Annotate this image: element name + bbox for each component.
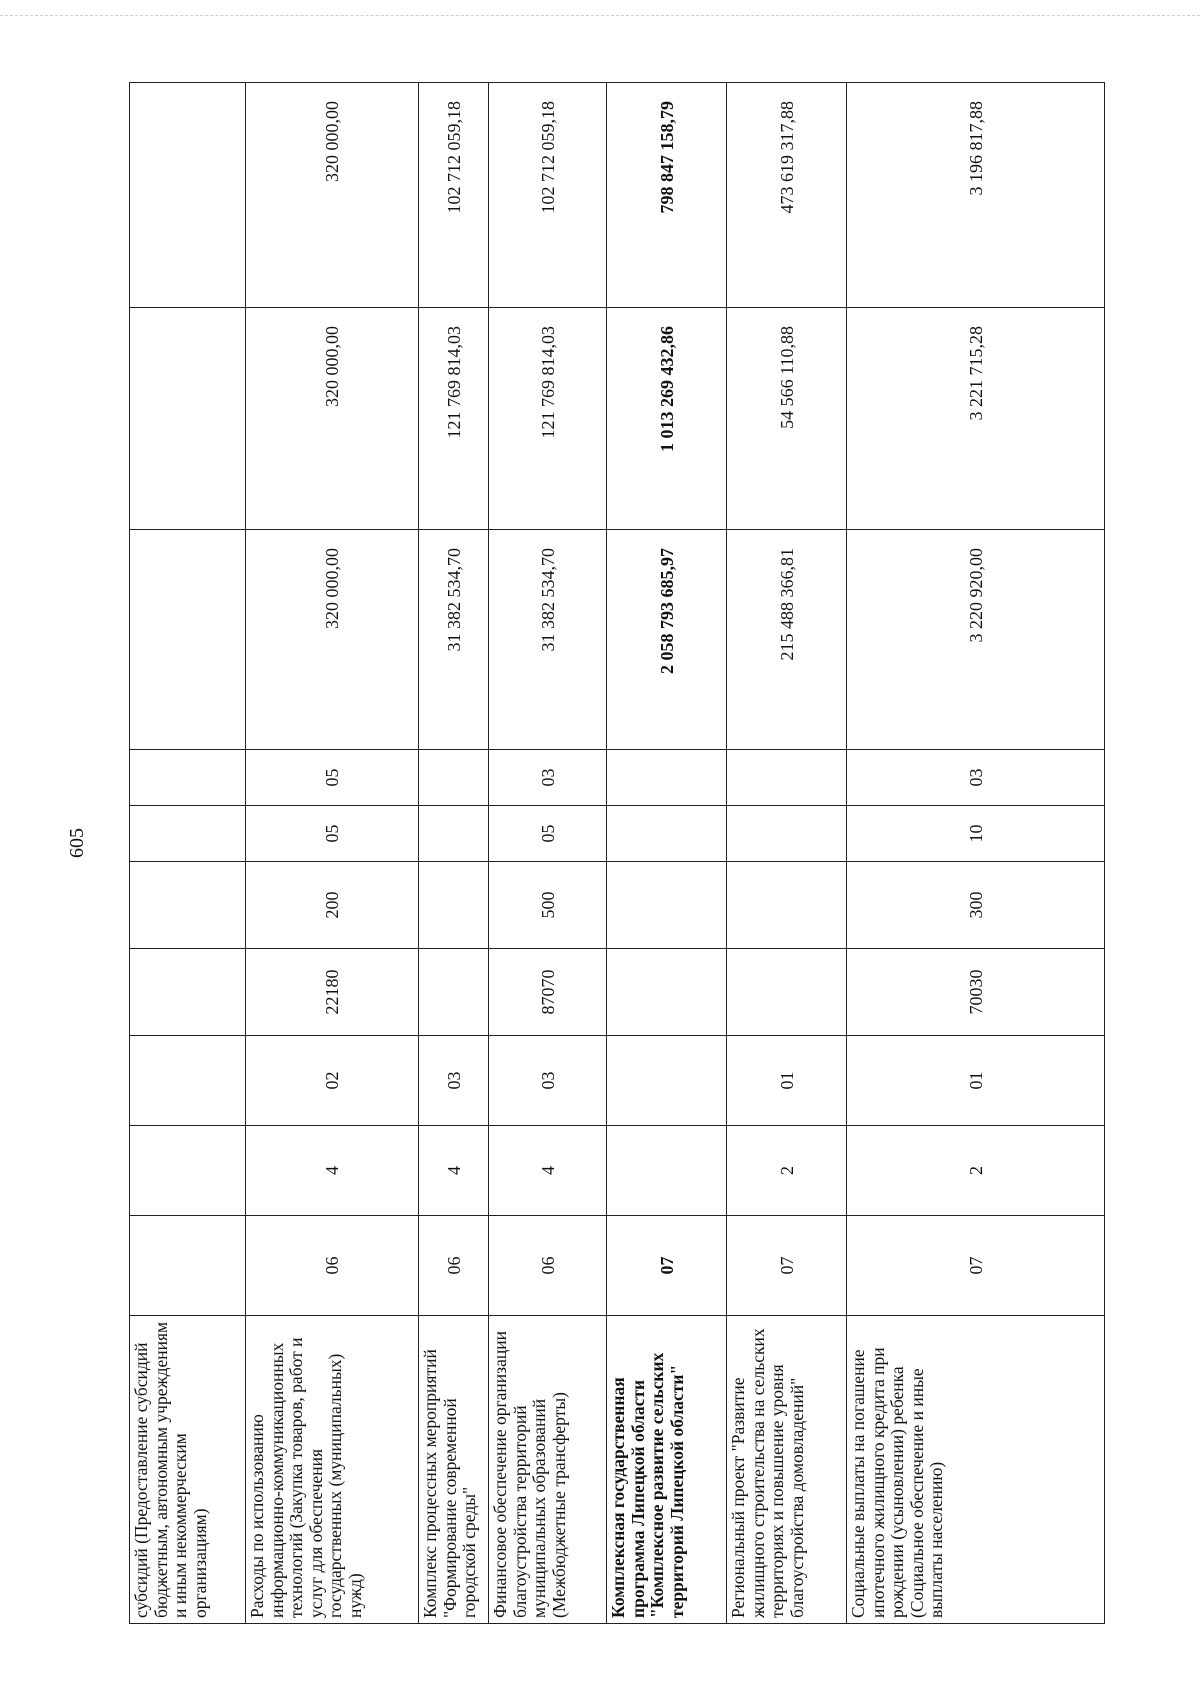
cell-name: субсидий (Предоставление субсидий бюджетным, автономным учреждениям и иным некоммерческим организациям) xyxy=(130,1316,246,1624)
cell-amount-1: 2 058 793 685,97 xyxy=(607,530,727,750)
cell-direction-code xyxy=(727,949,847,1036)
cell-expense-type xyxy=(607,862,727,949)
cell-subprogram-code xyxy=(130,1126,246,1216)
cell-section xyxy=(727,806,847,862)
cell-name: Расходы по использованию информационно-коммуникационных технологий (Закупка товаров, работ и услуг для обеспечения государственных (муниципальных) нужд) xyxy=(246,1316,419,1624)
cell-amount-3: 3 196 817,88 xyxy=(847,83,1105,308)
cell-program-code: 07 xyxy=(847,1216,1105,1316)
cell-direction-code xyxy=(130,949,246,1036)
cell-amount-1: 3 220 920,00 xyxy=(847,530,1105,750)
cell-expense-type xyxy=(419,862,489,949)
cell-event-code: 01 xyxy=(727,1036,847,1126)
cell-amount-2: 3 221 715,28 xyxy=(847,308,1105,530)
cell-subsection xyxy=(727,750,847,806)
table-row xyxy=(489,83,607,1624)
cell-expense-type: 300 xyxy=(847,862,1105,949)
budget-table-rotated xyxy=(129,83,1104,1624)
cell-expense-type xyxy=(727,862,847,949)
cell-section xyxy=(419,806,489,862)
cell-amount-1: 215 488 366,81 xyxy=(727,530,847,750)
cell-program-code: 06 xyxy=(246,1216,419,1316)
cell-amount-3: 320 000,00 xyxy=(246,83,419,308)
cell-event-code: 02 xyxy=(246,1036,419,1126)
table-row xyxy=(130,83,246,1624)
cell-amount-3: 798 847 158,79 xyxy=(607,83,727,308)
cell-amount-2: 54 566 110,88 xyxy=(727,308,847,530)
cell-expense-type: 500 xyxy=(489,862,607,949)
cell-event-code xyxy=(130,1036,246,1126)
cell-subprogram-code xyxy=(607,1126,727,1216)
cell-direction-code xyxy=(419,949,489,1036)
cell-amount-3: 473 619 317,88 xyxy=(727,83,847,308)
cell-subprogram-code: 4 xyxy=(246,1126,419,1216)
table-row xyxy=(419,83,489,1624)
cell-section xyxy=(130,806,246,862)
budget-table xyxy=(129,82,1105,1624)
cell-amount-3: 102 712 059,18 xyxy=(489,83,607,308)
cell-event-code xyxy=(607,1036,727,1126)
cell-subsection xyxy=(607,750,727,806)
table-row xyxy=(847,83,1105,1624)
cell-subsection: 03 xyxy=(847,750,1105,806)
cell-name: Финансовое обеспечение организации благоустройства территорий муниципальных образований (Межбюджетные трансферты) xyxy=(489,1316,607,1624)
table-body xyxy=(130,83,1105,1624)
cell-section: 10 xyxy=(847,806,1105,862)
cell-expense-type xyxy=(130,862,246,949)
cell-subprogram-code: 2 xyxy=(847,1126,1105,1216)
cell-amount-1: 320 000,00 xyxy=(246,530,419,750)
cell-amount-1: 31 382 534,70 xyxy=(489,530,607,750)
cell-subprogram-code: 2 xyxy=(727,1126,847,1216)
cell-section: 05 xyxy=(246,806,419,862)
cell-event-code: 03 xyxy=(489,1036,607,1126)
cell-program-code: 07 xyxy=(727,1216,847,1316)
cell-program-code: 07 xyxy=(607,1216,727,1316)
cell-subprogram-code: 4 xyxy=(419,1126,489,1216)
cell-amount-2 xyxy=(130,308,246,530)
cell-amount-2: 320 000,00 xyxy=(246,308,419,530)
cell-expense-type: 200 xyxy=(246,862,419,949)
cell-section: 05 xyxy=(489,806,607,862)
cell-event-code: 03 xyxy=(419,1036,489,1126)
cell-direction-code xyxy=(607,949,727,1036)
cell-amount-2: 121 769 814,03 xyxy=(419,308,489,530)
cell-amount-2: 121 769 814,03 xyxy=(489,308,607,530)
table-row xyxy=(727,83,847,1624)
cell-amount-2: 1 013 269 432,86 xyxy=(607,308,727,530)
table-row xyxy=(607,83,727,1624)
cell-subsection xyxy=(419,750,489,806)
cell-event-code: 01 xyxy=(847,1036,1105,1126)
cell-program-code: 06 xyxy=(419,1216,489,1316)
cell-amount-3: 102 712 059,18 xyxy=(419,83,489,308)
cell-subsection xyxy=(130,750,246,806)
cell-subprogram-code: 4 xyxy=(489,1126,607,1216)
table-row xyxy=(246,83,419,1624)
cell-amount-1 xyxy=(130,530,246,750)
cell-subsection: 05 xyxy=(246,750,419,806)
cell-amount-1: 31 382 534,70 xyxy=(419,530,489,750)
cell-section xyxy=(607,806,727,862)
cell-program-code xyxy=(130,1216,246,1316)
cell-name: Социальные выплаты на погашение ипотечного жилищного кредита при рождении (усыновлении) ребенка (Социальное обеспечение и иные выплаты населению) xyxy=(847,1316,1105,1624)
page-number: 605 xyxy=(66,828,88,858)
cell-name: Комплексная государственная программа Липецкой области "Комплексное развитие сельских территорий Липецкой области" xyxy=(607,1316,727,1624)
cell-name: Комплекс процессных мероприятий "Формирование современной городской среды" xyxy=(419,1316,489,1624)
cell-direction-code: 87070 xyxy=(489,949,607,1036)
cell-name: Региональный проект "Развитие жилищного строительства на сельских территориях и повышение уровня благоустройства домовладений" xyxy=(727,1316,847,1624)
cell-direction-code: 22180 xyxy=(246,949,419,1036)
cell-program-code: 06 xyxy=(489,1216,607,1316)
cell-amount-3 xyxy=(130,83,246,308)
cell-direction-code: 70030 xyxy=(847,949,1105,1036)
cell-subsection: 03 xyxy=(489,750,607,806)
page-top-line xyxy=(0,15,1200,16)
